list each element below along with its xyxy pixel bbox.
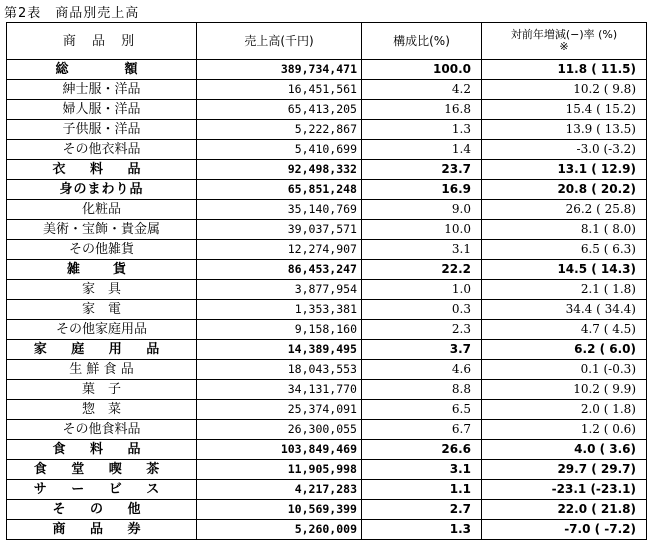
row-change-cell: 15.4 ( 15.2) [482,100,647,120]
row-change-cell: 6.5 ( 6.3) [482,240,647,260]
row-sales-cell: 26,300,055 [197,420,362,440]
row-category-cell: サ ー ビ ス [7,480,197,500]
table-row [7,320,647,340]
row-change-cell: 29.7 ( 29.7) [482,460,647,480]
row-category-cell: その他雑貨 [7,240,197,260]
row-share-cell: 16.8 [362,100,482,120]
table-body [7,60,647,540]
row-sales-cell: 65,413,205 [197,100,362,120]
row-category-cell: その他家庭用品 [7,320,197,340]
row-change-cell: 10.2 ( 9.8) [482,80,647,100]
table-row [7,300,647,320]
row-change-cell: 8.1 ( 8.0) [482,220,647,240]
row-share-cell: 16.9 [362,180,482,200]
row-category-cell: その他衣料品 [7,140,197,160]
row-share-cell: 1.4 [362,140,482,160]
row-share-cell: 0.3 [362,300,482,320]
table-row [7,400,647,420]
row-change-cell: 2.0 ( 1.8) [482,400,647,420]
row-sales-cell: 16,451,561 [197,80,362,100]
row-share-cell: 3.1 [362,460,482,480]
row-category-cell: 化粧品 [7,200,197,220]
row-sales-cell: 39,037,571 [197,220,362,240]
row-sales-cell: 11,905,998 [197,460,362,480]
row-share-cell: 6.5 [362,400,482,420]
row-sales-cell: 12,274,907 [197,240,362,260]
row-sales-cell: 1,353,381 [197,300,362,320]
row-change-cell: 11.8 ( 11.5) [482,60,647,80]
row-share-cell: 2.3 [362,320,482,340]
row-category-cell: 衣 料 品 [7,160,197,180]
header-change-label: 対前年増減(−)率 (%) [510,28,618,41]
table-row [7,460,647,480]
table-row [7,360,647,380]
row-change-cell: 4.0 ( 3.6) [482,440,647,460]
table-row [7,260,647,280]
row-sales-cell: 34,131,770 [197,380,362,400]
table-row [7,240,647,260]
row-share-cell: 1.3 [362,520,482,540]
row-share-cell: 4.6 [362,360,482,380]
row-share-cell: 9.0 [362,200,482,220]
row-change-cell: 1.2 ( 0.6) [482,420,647,440]
row-sales-cell: 5,260,009 [197,520,362,540]
table-row [7,280,647,300]
row-sales-cell: 10,569,399 [197,500,362,520]
row-category-cell: 雑 貨 [7,260,197,280]
row-category-cell: 食 料 品 [7,440,197,460]
row-sales-cell: 35,140,769 [197,200,362,220]
table-row [7,380,647,400]
row-category-cell: 家 電 [7,300,197,320]
header-change-note: ※ [559,40,569,53]
table-row [7,520,647,540]
row-change-cell: 20.8 ( 20.2) [482,180,647,200]
row-category-cell: 惣 菜 [7,400,197,420]
row-category-cell: 総 額 [7,60,197,80]
row-sales-cell: 86,453,247 [197,260,362,280]
row-category-cell: 婦人服・洋品 [7,100,197,120]
row-share-cell: 4.2 [362,80,482,100]
row-change-cell: 10.2 ( 9.9) [482,380,647,400]
row-change-cell: 14.5 ( 14.3) [482,260,647,280]
row-share-cell: 2.7 [362,500,482,520]
row-category-cell: 紳士服・洋品 [7,80,197,100]
table-row [7,180,647,200]
row-share-cell: 26.6 [362,440,482,460]
row-share-cell: 22.2 [362,260,482,280]
row-category-cell: そ の 他 [7,500,197,520]
table-row [7,200,647,220]
row-change-cell: -23.1 (-23.1) [482,480,647,500]
table-row [7,500,647,520]
header-row [7,23,647,60]
row-category-cell: 商 品 券 [7,520,197,540]
row-sales-cell: 389,734,471 [197,60,362,80]
row-share-cell: 6.7 [362,420,482,440]
row-category-cell: 食 堂 喫 茶 [7,460,197,480]
row-change-cell: 4.7 ( 4.5) [482,320,647,340]
header-change [482,23,647,60]
row-change-cell: 13.1 ( 12.9) [482,160,647,180]
row-change-cell: 13.9 ( 13.5) [482,120,647,140]
row-category-cell: 子供服・洋品 [7,120,197,140]
row-category-cell: 家 具 [7,280,197,300]
row-sales-cell: 3,877,954 [197,280,362,300]
row-sales-cell: 9,158,160 [197,320,362,340]
table-row [7,140,647,160]
row-sales-cell: 103,849,469 [197,440,362,460]
header-category: 商 品 別 [7,23,197,60]
row-share-cell: 100.0 [362,60,482,80]
row-category-cell: 身のまわり品 [7,180,197,200]
row-sales-cell: 5,410,699 [197,140,362,160]
row-category-cell: 美術・宝飾・貴金属 [7,220,197,240]
row-sales-cell: 65,851,248 [197,180,362,200]
table-row [7,60,647,80]
table-row [7,440,647,460]
table-row [7,420,647,440]
row-sales-cell: 14,389,495 [197,340,362,360]
row-share-cell: 23.7 [362,160,482,180]
table-caption: 第2表 商品別売上高 [4,6,140,21]
row-share-cell: 1.0 [362,280,482,300]
row-sales-cell: 18,043,553 [197,360,362,380]
row-change-cell: 2.1 ( 1.8) [482,280,647,300]
row-share-cell: 1.1 [362,480,482,500]
header-sales: 売上高(千円) [197,23,362,60]
row-change-cell: 22.0 ( 21.8) [482,500,647,520]
row-change-cell: 0.1 (-0.3) [482,360,647,380]
row-category-cell: 菓 子 [7,380,197,400]
row-share-cell: 3.7 [362,340,482,360]
row-change-cell: 26.2 ( 25.8) [482,200,647,220]
table-row [7,220,647,240]
table-header [7,23,647,60]
row-share-cell: 8.8 [362,380,482,400]
row-change-cell: 6.2 ( 6.0) [482,340,647,360]
row-share-cell: 10.0 [362,220,482,240]
row-share-cell: 3.1 [362,240,482,260]
table-row [7,80,647,100]
header-share: 構成比(%) [362,23,482,60]
row-category-cell: 生 鮮 食 品 [7,360,197,380]
table-row [7,340,647,360]
row-category-cell: 家 庭 用 品 [7,340,197,360]
row-sales-cell: 4,217,283 [197,480,362,500]
row-sales-cell: 5,222,867 [197,120,362,140]
row-share-cell: 1.3 [362,120,482,140]
table-row [7,100,647,120]
table-row [7,480,647,500]
table-row [7,120,647,140]
sales-by-product-table [6,22,647,540]
row-category-cell: その他食料品 [7,420,197,440]
row-change-cell: -3.0 (-3.2) [482,140,647,160]
row-sales-cell: 92,498,332 [197,160,362,180]
table-row [7,160,647,180]
row-change-cell: 34.4 ( 34.4) [482,300,647,320]
row-sales-cell: 25,374,091 [197,400,362,420]
row-change-cell: -7.0 ( -7.2) [482,520,647,540]
